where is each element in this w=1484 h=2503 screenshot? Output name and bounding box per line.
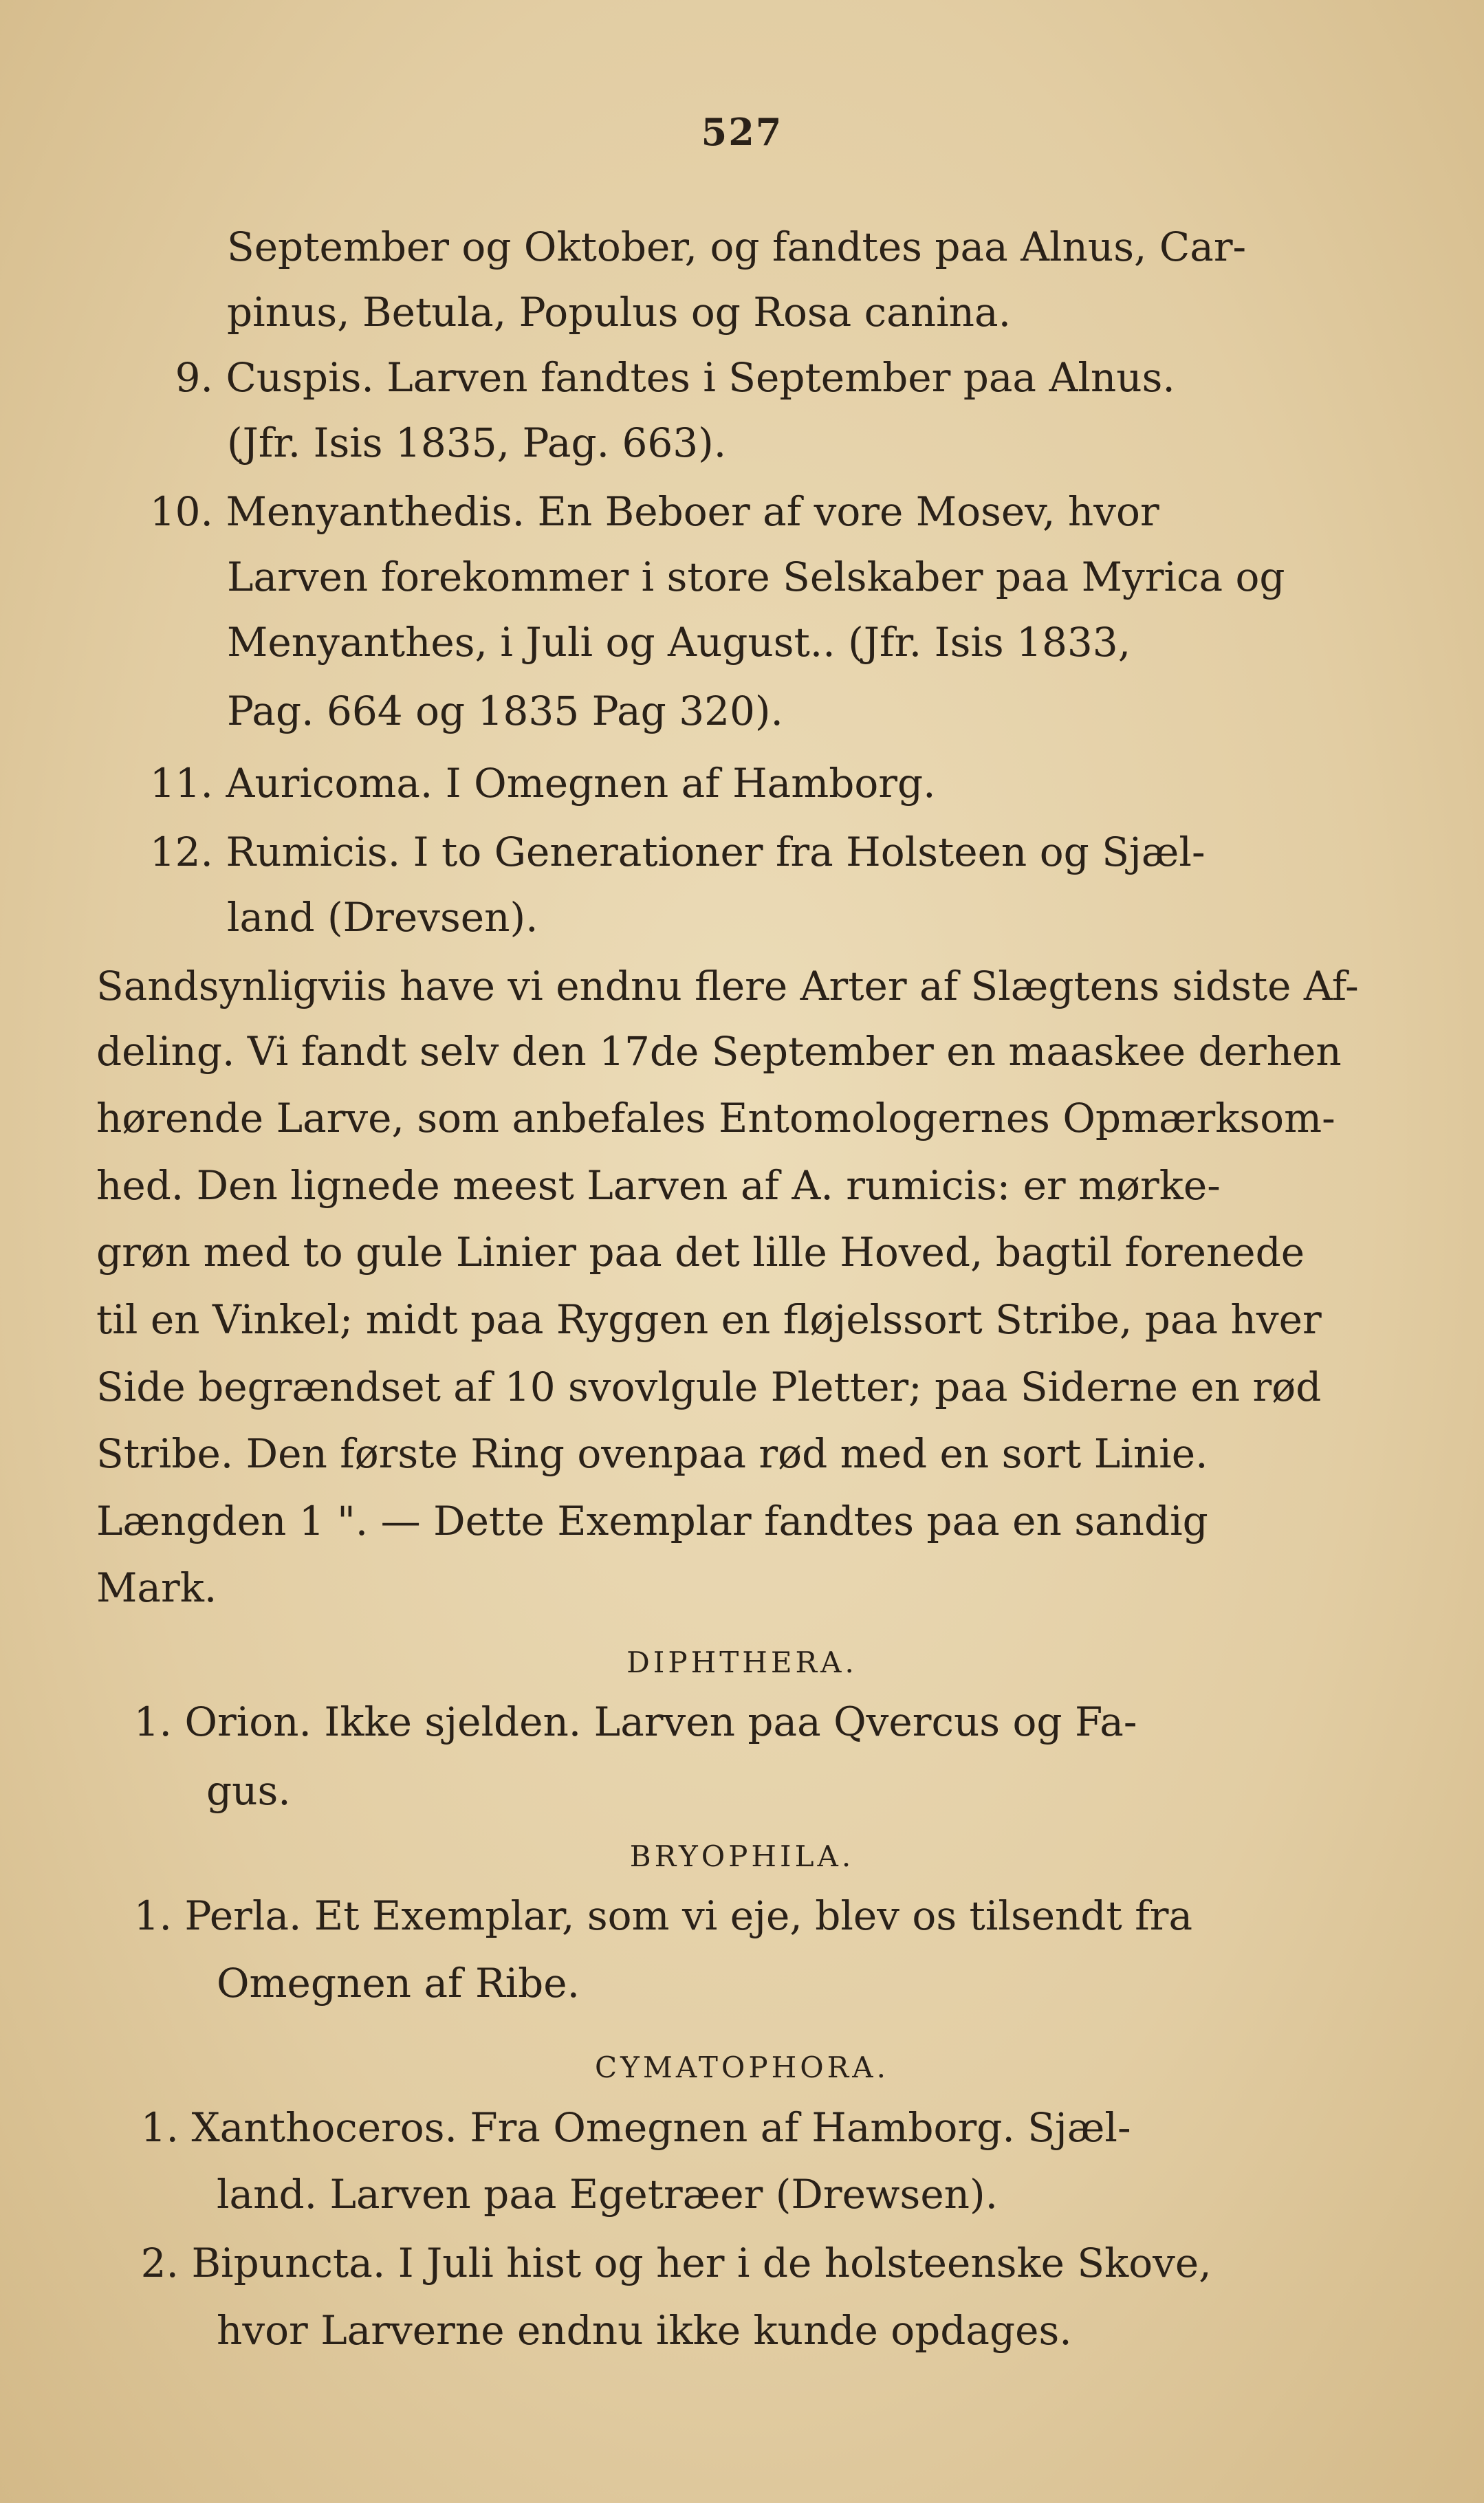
entry-number: 12. xyxy=(149,829,213,875)
paragraph-line: deling. Vi fandt selv den 17de September en maaskee derhen xyxy=(96,1028,1342,1075)
entry-text: Menyanthedis. En Beboer af vore Mosev, hvor xyxy=(226,488,1159,535)
entry-line xyxy=(120,829,1205,875)
section-heading: DIPHTHERA. xyxy=(626,1646,858,1679)
entry-number: 1. xyxy=(133,1698,172,1745)
paragraph-line: Længden 1 ". — Dette Exemplar fandtes paa en sandig xyxy=(96,1498,1208,1544)
text-line: pinus, Betula, Populus og Rosa canina. xyxy=(227,289,1012,336)
text-line: gus. xyxy=(206,1767,291,1814)
paragraph-line: grøn med to gule Linier paa det lille Hoved, bagtil forenede xyxy=(96,1229,1305,1276)
text-line: land (Drevsen). xyxy=(227,894,538,941)
entry-number: 1. xyxy=(133,1892,172,1939)
entry-text: Perla. Et Exemplar, som vi eje, blev os tilsendt fra xyxy=(184,1892,1193,1939)
entry-text: Auricoma. I Omegnen af Hamborg. xyxy=(226,760,936,807)
paragraph-line: Stribe. Den første Ring ovenpaa rød med en sort Linie. xyxy=(96,1430,1208,1477)
entry-line xyxy=(120,2240,1212,2286)
entry-line xyxy=(120,2104,1131,2151)
section-heading: CYMATOPHORA. xyxy=(595,2051,889,2084)
text-line: September og Oktober, og fandtes paa Alnus, Car- xyxy=(227,223,1247,270)
entry-line xyxy=(120,1892,1193,1939)
paragraph-line: Side begrændset af 10 svovlgule Pletter; paa Siderne en rød xyxy=(96,1364,1322,1410)
entry-line xyxy=(120,488,1159,535)
paragraph-line: Sandsynligviis have vi endnu flere Arter af Slægtens sidste Af- xyxy=(96,963,1359,1009)
text-line: Larven forekommer i store Selskaber paa Myrica og xyxy=(227,554,1285,600)
paragraph-line: Mark. xyxy=(96,1564,217,1611)
text-line: Pag. 664 og 1835 Pag 320). xyxy=(227,688,783,734)
entry-text: Cuspis. Larven fandtes i September paa Alnus. xyxy=(226,354,1175,401)
entry-text: Bipuncta. I Juli hist og her i de holsteenske Skove, xyxy=(191,2240,1212,2286)
entry-text: Orion. Ikke sjelden. Larven paa Qvercus og Fa- xyxy=(184,1698,1137,1745)
entry-number: 11. xyxy=(149,760,213,807)
entry-line xyxy=(120,1698,1137,1745)
entry-text: Xanthoceros. Fra Omegnen af Hamborg. Sjæl- xyxy=(191,2104,1131,2151)
text-line: Omegnen af Ribe. xyxy=(217,1960,580,2007)
entry-number: 2. xyxy=(140,2240,179,2286)
section-heading: BRYOPHILA. xyxy=(629,1839,855,1873)
entry-number: 9. xyxy=(175,354,213,401)
paragraph-line: hørende Larve, som anbefales Entomologernes Opmærksom- xyxy=(96,1095,1335,1141)
entry-text: Rumicis. I to Generationer fra Holsteen og Sjæl- xyxy=(226,829,1205,875)
entry-line xyxy=(120,760,936,807)
paragraph-line: hed. Den lignede meest Larven af A. rumicis: er mørke- xyxy=(96,1162,1221,1209)
entry-line xyxy=(148,354,1175,401)
page-number: 527 xyxy=(701,110,783,154)
text-line: land. Larven paa Egetræer (Drewsen). xyxy=(217,2171,999,2218)
text-line: (Jfr. Isis 1835, Pag. 663). xyxy=(227,419,727,466)
text-line: hvor Larverne endnu ikke kunde opdages. xyxy=(217,2307,1072,2354)
entry-number: 1. xyxy=(140,2104,179,2151)
entry-number: 10. xyxy=(149,488,213,535)
text-line: Menyanthes, i Juli og August.. (Jfr. Isis 1833, xyxy=(227,619,1131,666)
paragraph-line: til en Vinkel; midt paa Ryggen en fløjelssort Stribe, paa hver xyxy=(96,1296,1322,1343)
